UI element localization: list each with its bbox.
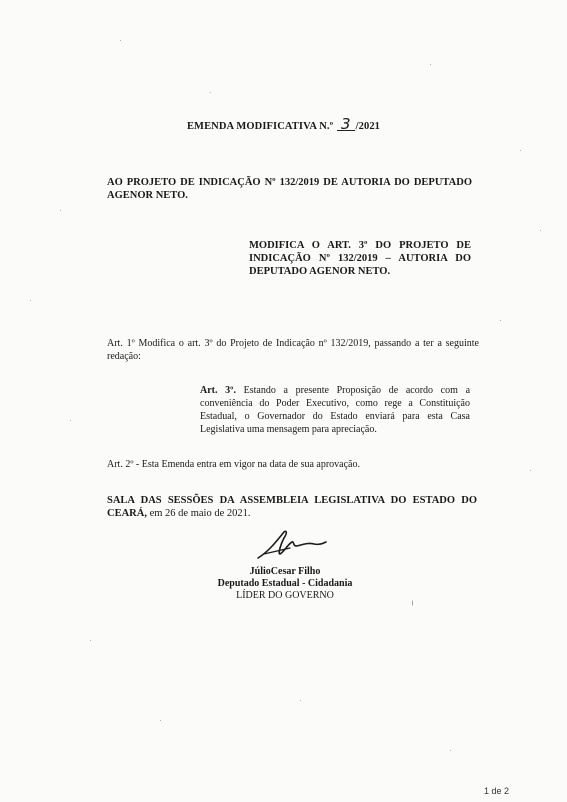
article-3-text: Estando a presente Proposição de acordo com a conveniência do Poder Executivo, como rege a Constituição Estadual, o Governador do Estado enviará para esta Casa Legislativa uma mensagem para apreciação. [200, 385, 471, 435]
title-number: 3 [337, 118, 355, 131]
article-2: Art. 2º - Esta Emenda entra em vigor na data de sua aprovação. [107, 459, 360, 470]
amendment-title [0, 115, 567, 133]
session-date: em 26 de maio de 2021. [149, 508, 251, 519]
signature-block [200, 566, 370, 602]
project-heading: AO PROJETO DE INDICAÇÃO Nº 132/2019 DE AUTORIA DO DEPUTADO AGENOR NETO. [107, 177, 472, 201]
title-prefix: EMENDA MODIFICATIVA N.º [186, 121, 334, 132]
amendment-summary: MODIFICA O ART. 3º DO PROJETO DE INDICAÇÃO Nº 132/2019 – AUTORIA DO DEPUTADO AGENOR NETO. [249, 240, 471, 277]
session-location: SALA DAS SESSÕES DA ASSEMBLEIA LEGISLATIVA DO ESTADO DO CEARÁ, [107, 495, 477, 519]
signer-name: JúlioCesar Filho [249, 566, 321, 577]
page-indicator: 1 de 2 [484, 786, 510, 796]
session-closing [107, 494, 477, 520]
signer-role: Deputado Estadual - Cidadania [217, 578, 353, 589]
article-3-label: Art. 3º. [200, 385, 236, 396]
handwritten-signature [250, 524, 330, 564]
article-1: Art. 1º Modifica o art. 3º do Projeto de Indicação nº 132/2019, passando a ter a seguinte redação: [107, 338, 479, 362]
title-suffix: /2021 [355, 121, 381, 132]
signer-title: LÍDER DO GOVERNO [236, 590, 334, 601]
article-3-block [200, 384, 470, 436]
